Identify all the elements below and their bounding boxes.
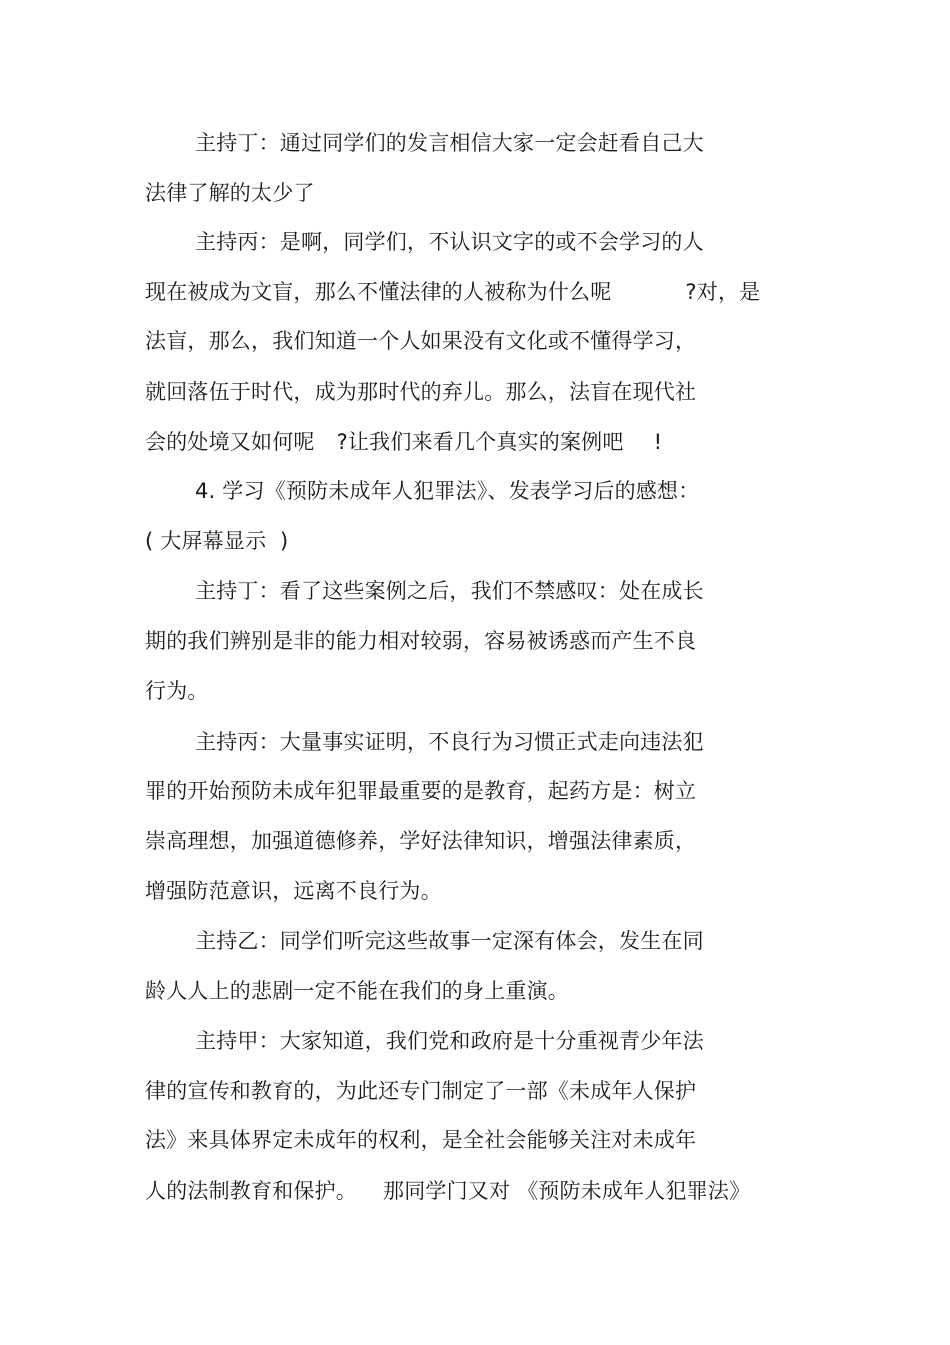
text-line-3: 主持丙：是啊，同学们，不认识文字的或不会学习的人 (195, 230, 704, 254)
text-line-20: 律的宣传和教育的，为此还专门制定了一部《未成年人保护 (145, 1079, 697, 1103)
text-line-11: 期的我们辨别是非的能力相对较弱，容易被诱惑而产生不良 (145, 629, 697, 653)
text-line-5: 法盲，那么，我们知道一个人如果没有文化或不懂得学习， (145, 329, 697, 353)
text-line-8: 4. 学习《预防未成年人犯罪法》、发表学习后的感想： (195, 479, 700, 503)
text-line-16: 增强防范意识，远离不良行为。 (145, 879, 442, 903)
text-line-13: 主持丙：大量事实证明，不良行为习惯正式走向违法犯 (195, 730, 704, 754)
text-line-15: 崇高理想，加强道德修养，学好法律知识，增强法律素质， (145, 829, 697, 853)
text-line-2: 法律了解的太少了 (145, 181, 315, 205)
text-line-18: 龄人人上的悲剧一定不能在我们的身上重演。 (145, 979, 569, 1003)
text-line-17: 主持乙：同学们听完这些故事一定深有体会，发生在同 (195, 929, 704, 953)
text-line-7: 会的处境又如何呢 ?让我们来看几个真实的案例吧 ! (145, 430, 663, 454)
text-line-22: 人的法制教育和保护。 那同学门又对 《预防未成年人犯罪法》 (145, 1179, 751, 1203)
text-line-6: 就回落伍于时代，成为那时代的弃儿。那么，法盲在现代社 (145, 380, 697, 404)
text-line-21: 法》来具体界定未成年的权利，是全社会能够关注对未成年 (145, 1128, 697, 1152)
text-line-9: ( 大屏幕显示 ) (145, 529, 289, 553)
text-line-14: 罪的开始预防未成年犯罪最重要的是教育，起药方是：树立 (145, 779, 697, 803)
text-line-19: 主持甲：大家知道，我们党和政府是十分重视青少年法 (195, 1029, 704, 1053)
text-line-10: 主持丁：看了这些案例之后，我们不禁感叹：处在成长 (195, 579, 704, 603)
text-line-4: 现在被成为文盲，那么不懂法律的人被称为什么呢 ?对，是 (145, 280, 761, 304)
text-line-1: 主持丁：通过同学们的发言相信大家一定会赶看自己大 (195, 131, 704, 155)
text-line-12: 行为。 (145, 679, 209, 703)
